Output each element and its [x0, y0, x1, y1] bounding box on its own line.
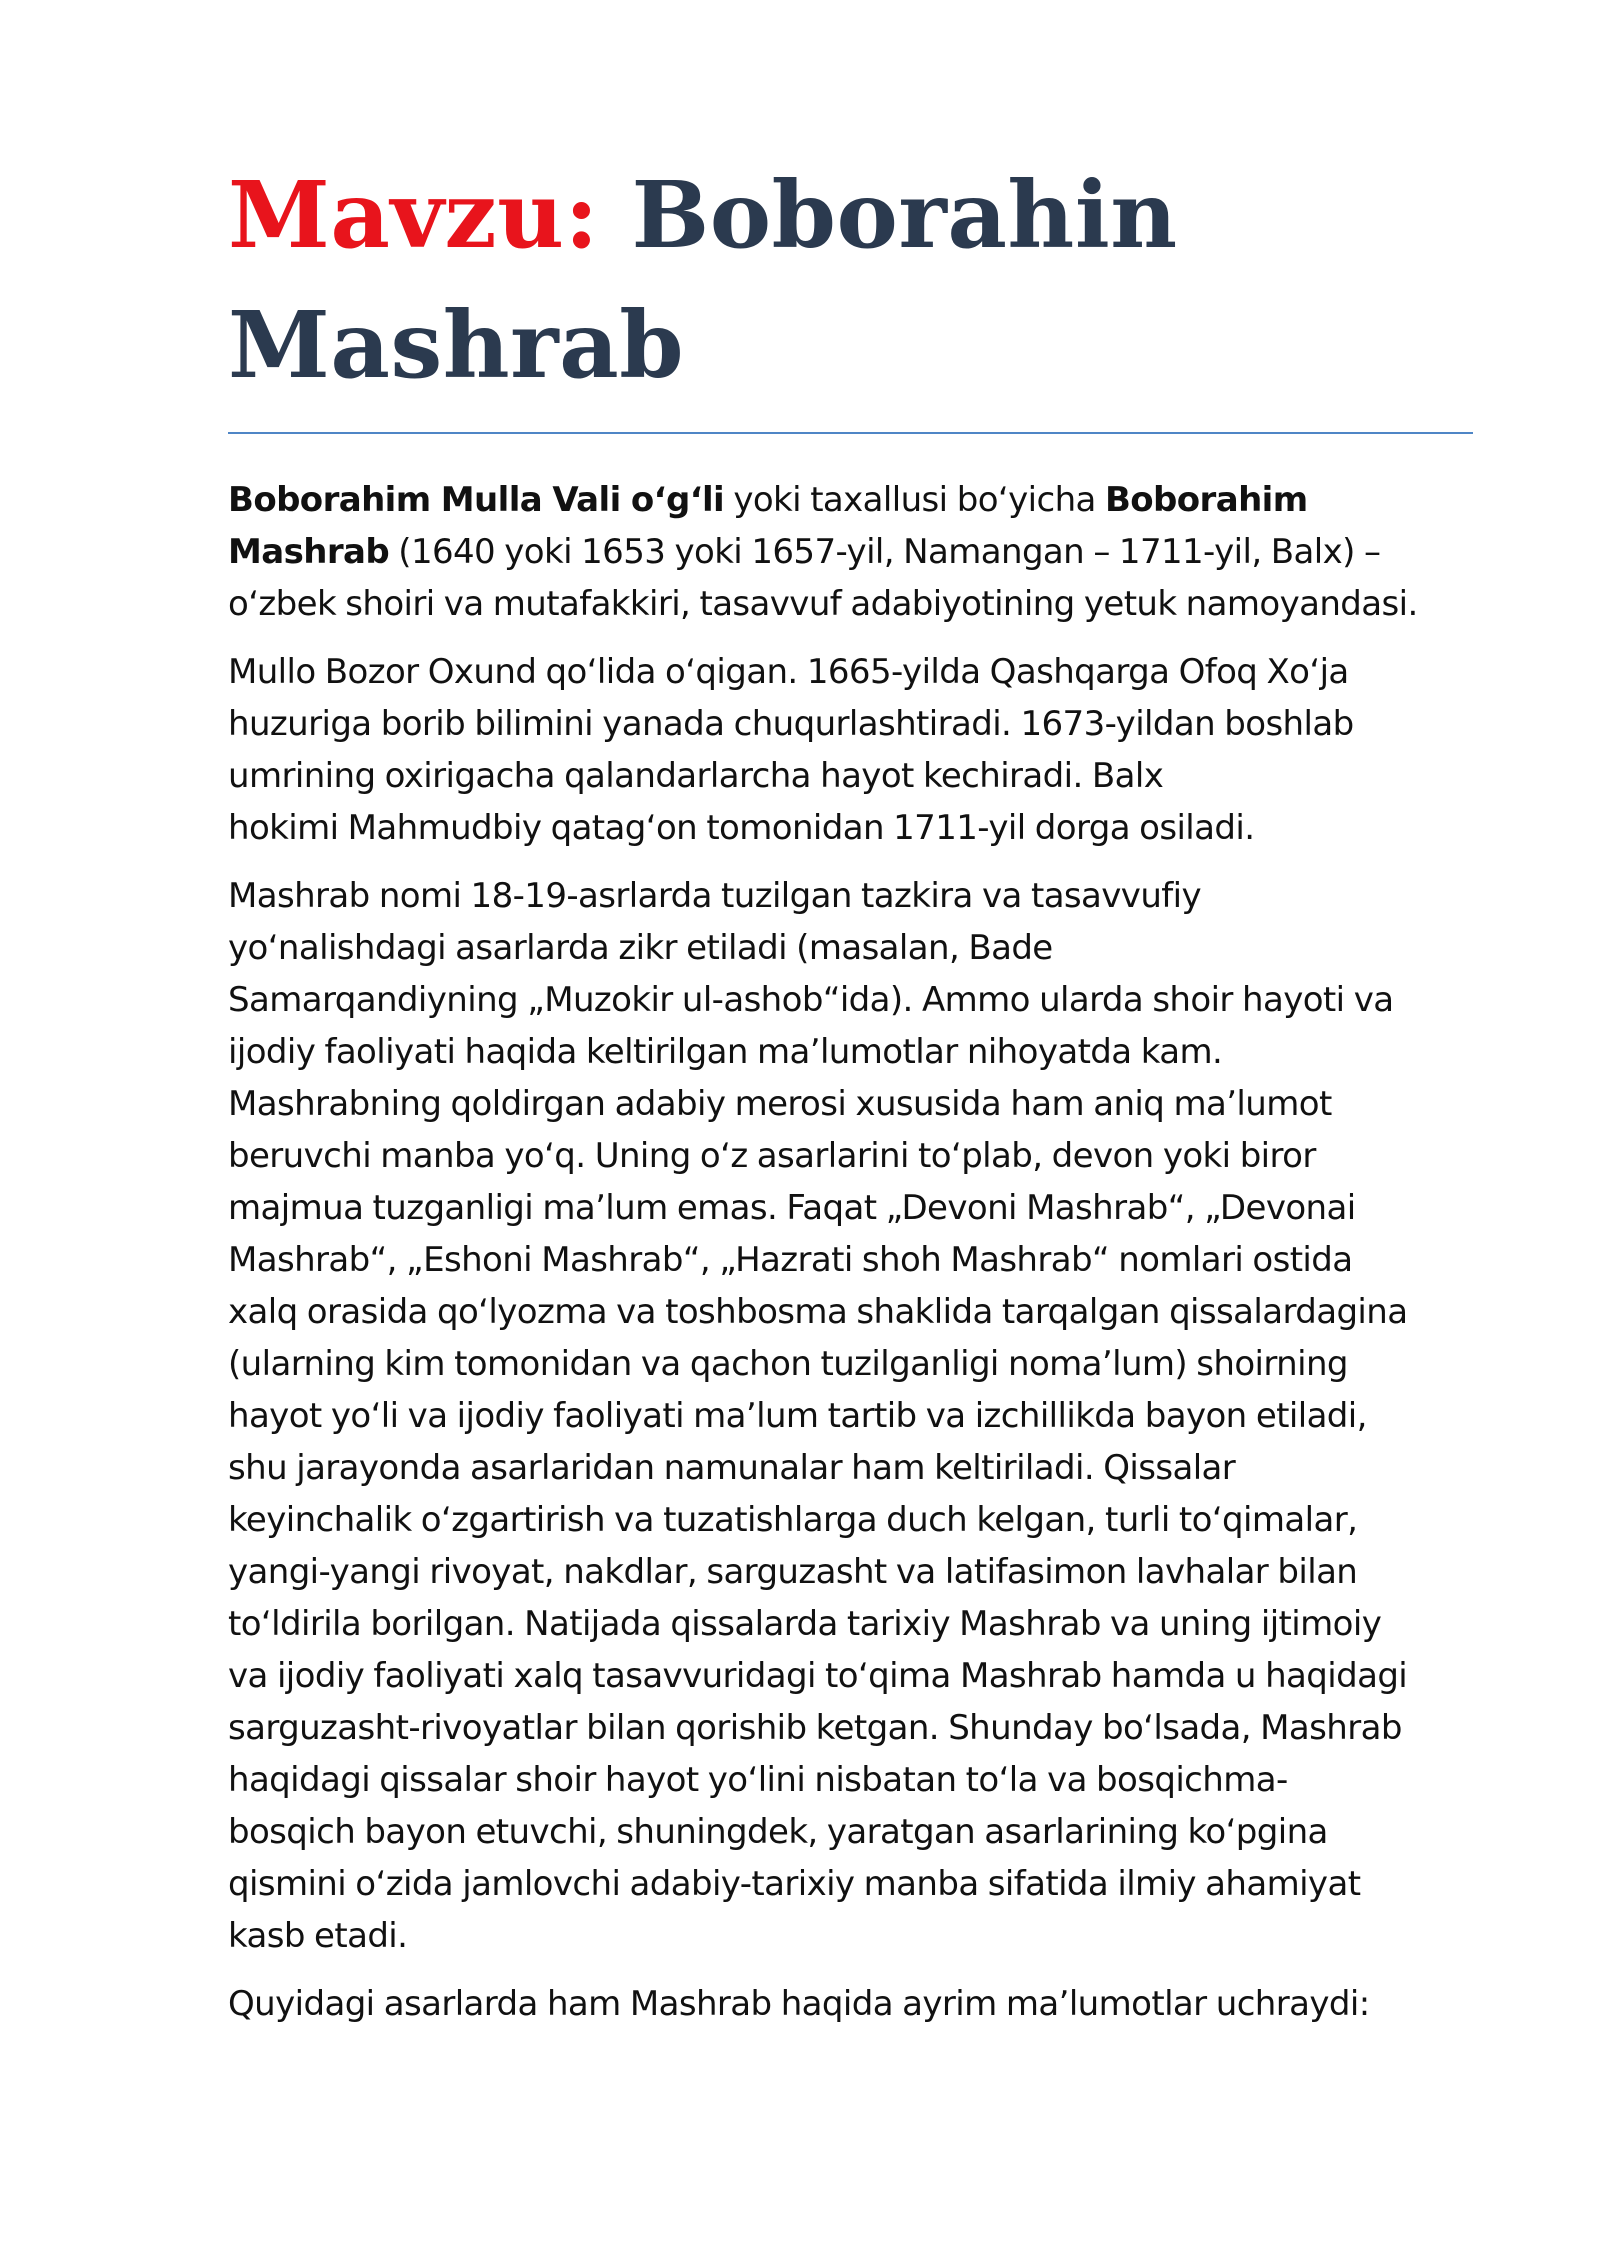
- text-line: kasb etadi.: [228, 1916, 408, 1956]
- title-divider: [228, 432, 1473, 434]
- document-page: [228, 150, 1473, 2046]
- text-line: Mashrab“, „Eshoni Mashrab“, „Hazrati shoh Mashrab“ nomlari ostida: [228, 1240, 1353, 1280]
- intro-text-1: yoki taxallusi boʻyicha: [724, 480, 1105, 520]
- title-line-2: Mashrab: [228, 291, 685, 399]
- text-line: Quyidagi asarlarda ham Mashrab haqida ayrim maʼlumotlar uchraydi:: [228, 1984, 1370, 2024]
- text-line: ijodiy faoliyati haqida keltirilgan maʼlumotlar nihoyatda kam.: [228, 1032, 1223, 1072]
- article-body: [228, 474, 1473, 2030]
- text-line: hayot yoʻli va ijodiy faoliyati maʼlum tartib va izchillikda bayon etiladi,: [228, 1396, 1367, 1436]
- bold-pen-name-2: Mashrab: [228, 532, 390, 572]
- text-line: va ijodiy faoliyati xalq tasavvuridagi toʻqima Mashrab hamda u haqidagi: [228, 1656, 1408, 1696]
- text-line: majmua tuzganligi maʼlum emas. Faqat „Devoni Mashrab“, „Devonai: [228, 1188, 1356, 1228]
- text-line: shu jarayonda asarlaridan namunalar ham keltiriladi. Qissalar: [228, 1448, 1236, 1488]
- text-line: xalq orasida qoʻlyozma va toshbosma shaklida tarqalgan qissalardagina: [228, 1292, 1408, 1332]
- text-line: Samarqandiyning „Muzokir ul-ashob“ida). Ammo ularda shoir hayoti va: [228, 980, 1394, 1020]
- text-line: Mashrabning qoldirgan adabiy merosi xususida ham aniq maʼlumot: [228, 1084, 1332, 1124]
- text-line: yangi-yangi rivoyat, nakdlar, sarguzasht va latifasimon lavhalar bilan: [228, 1552, 1358, 1592]
- paragraph-biography: [228, 646, 1473, 854]
- text-line: hokimi Mahmudbiy qatagʻon tomonidan 1711-yil dorga osiladi.: [228, 808, 1255, 848]
- text-line: toʻldirila borilgan. Natijada qissalarda tarixiy Mashrab va uning ijtimoiy: [228, 1604, 1382, 1644]
- paragraph-intro: [228, 474, 1473, 630]
- page-title: [228, 150, 1473, 410]
- text-line: Mashrab nomi 18-19-asrlarda tuzilgan tazkira va tasavvufiy: [228, 876, 1202, 916]
- text-line: haqidagi qissalar shoir hayot yoʻlini nisbatan toʻla va bosqichma-: [228, 1760, 1288, 1800]
- intro-text-2: (1640 yoki 1653 yoki 1657-yil, Namangan – 1711-yil, Balx) –: [389, 532, 1381, 572]
- intro-text-3: oʻzbek shoiri va mutafakkiri, tasavvuf adabiyotining yetuk namoyandasi.: [228, 584, 1418, 624]
- text-line: (ularning kim tomonidan va qachon tuzilganligi nomaʼlum) shoirning: [228, 1344, 1348, 1384]
- text-line: beruvchi manba yoʻq. Uning oʻz asarlarini toʻplab, devon yoki biror: [228, 1136, 1316, 1176]
- paragraph-list-intro: [228, 1978, 1473, 2030]
- text-line: umrining oxirigacha qalandarlarcha hayot kechiradi. Balx: [228, 756, 1164, 796]
- bold-full-name: Boborahim Mulla Vali oʻgʻli: [228, 480, 725, 520]
- text-line: yoʻnalishdagi asarlarda zikr etiladi (masalan, Bade: [228, 928, 1053, 968]
- text-line: sarguzasht-rivoyatlar bilan qorishib ketgan. Shunday boʻlsada, Mashrab: [228, 1708, 1402, 1748]
- text-line: huzuriga borib bilimini yanada chuqurlashtiradi. 1673-yildan boshlab: [228, 704, 1354, 744]
- title-line-1: Boborahin: [631, 161, 1178, 269]
- bold-pen-name-1: Boborahim: [1104, 480, 1308, 520]
- text-line: keyinchalik oʻzgartirish va tuzatishlarga duch kelgan, turli toʻqimalar,: [228, 1500, 1358, 1540]
- title-label: Mavzu:: [228, 161, 599, 269]
- text-line: Mullo Bozor Oxund qoʻlida oʻqigan. 1665-yilda Qashqarga Ofoq Xoʻja: [228, 652, 1349, 692]
- text-line: qismini oʻzida jamlovchi adabiy-tarixiy manba sifatida ilmiy ahamiyat: [228, 1864, 1361, 1904]
- paragraph-sources: [228, 870, 1473, 1962]
- text-line: bosqich bayon etuvchi, shuningdek, yaratgan asarlarining koʻpgina: [228, 1812, 1328, 1852]
